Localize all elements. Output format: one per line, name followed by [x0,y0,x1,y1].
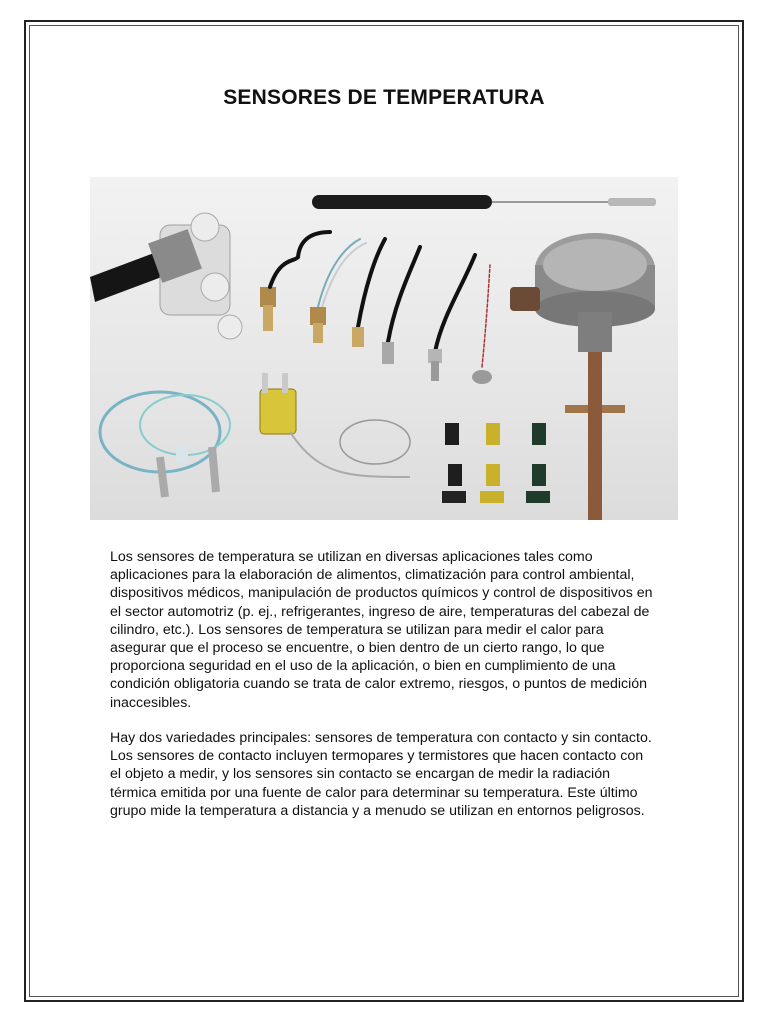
handheld-probe-icon [312,195,656,209]
yellow-connector-icon [260,373,410,477]
page-title: SENSORES DE TEMPERATURA [223,86,545,109]
thermocouple-head-icon [510,233,655,520]
thermocouple-wires-icon [100,392,230,497]
threaded-sensors-icon [260,232,492,384]
body-paragraph-1: Los sensores de temperatura se utilizan en diversas aplicaciones tales como aplicaciones para la elaboración de alimentos, climatización para control ambiental, dispositivos médicos, manipulación de productos químicos y control de dispositivos en el sector automotriz (p. ej., refrigerantes, ingreso de aire, temperaturas del cabezal de cilindro, etc.). Los sensores de temperatura se utilizan para medir el calor para asegurar que el proceso se encuentre, o bien dentro de un cierto rango, lo que proporciona seguridad en el uso de la aplicación, o bien en cumplimiento de una condición obligatoria cuando se trata de calor extremo, riesgos, o puntos de medición inaccesibles. [110,549,653,711]
mini-connectors-icon [442,423,550,503]
clamp-sensor-icon [90,213,242,339]
temperature-sensors-photo [90,177,678,520]
body-paragraph-2: Hay dos variedades principales: sensores de temperatura con contacto y sin contacto. Los sensores de contacto incluyen termopares y termistores que hacen contacto con el objeto a medir, y los sensores sin contacto se encargan de medir la radiación térmica emitida por una fuente de calor para determinar su temperatura. Este último grupo mide la temperatura a distancia y a menudo se utilizan en entornos peligrosos. [110,730,652,819]
